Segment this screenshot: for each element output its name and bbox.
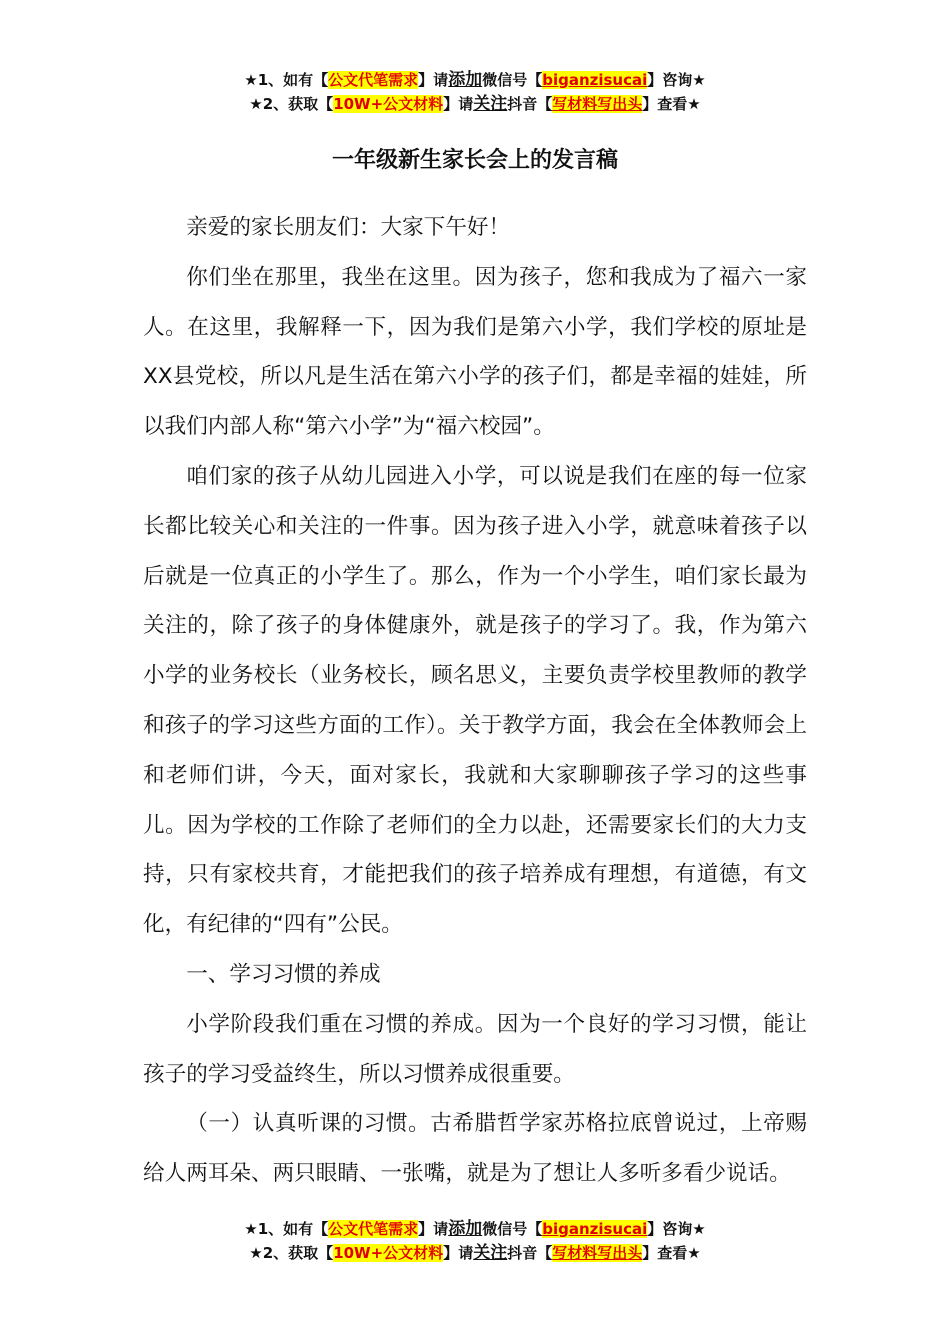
text: 抖音【 (507, 1244, 553, 1262)
highlight: 公文代笔需求 (328, 71, 419, 89)
footer-banner (0, 1217, 950, 1265)
paragraph: 咱们家的孩子从幼儿园进入小学，可以说是我们在座的每一位家长都比较关心和关注的一件事。因为孩子进入小学，就意味着孩子以后就是一位真正的小学生了。那么，作为一个小学生，咱们家长最为关注的，除了孩子的身体健康外，就是孩子的学习了。我，作为第六小学的业务校长（业务校长，顾名思义，主要负责学校里教师的教学和孩子的学习这些方面的工作）。关于教学方面，我会在全体教师会上和老师们讲，今天，面对家长，我就和大家聊聊孩子学习的这些事儿。因为学校的工作除了老师们的全力以赴，还需要家长们的大力支持，只有家校共育，才能把我们的孩子培养成有理想，有道德，有文化，有纪律的“四有”公民。 (143, 463, 807, 938)
highlight: 10W+公文材料 (333, 95, 444, 113)
text: 】请 (418, 1220, 449, 1238)
paragraph: （一）认真听课的习惯。古希腊哲学家苏格拉底曾说过，上帝赐给人两耳朵、两只眼睛、一张嘴，就是为了想让人多听多看少说话。 (143, 1111, 807, 1187)
text: ★1、如有【 (244, 1220, 329, 1238)
text: 添加 (448, 70, 483, 90)
wechat-id: biganzisucai (542, 71, 648, 89)
wechat-id: biganzisucai (542, 1220, 648, 1238)
text: 关注 (473, 1243, 508, 1263)
highlight: 公文代笔需求 (328, 1220, 419, 1238)
header-banner (0, 68, 950, 116)
banner-line-2 (0, 1241, 950, 1265)
paragraph: 亲爱的家长朋友们：大家下午好！ (186, 215, 511, 240)
text: ★2、获取【 (249, 95, 334, 113)
douyin-id: 写材料写出头 (552, 95, 643, 113)
text: 】查看★ (642, 1244, 701, 1262)
banner-line-1 (0, 1217, 950, 1241)
text: 微信号【 (482, 71, 543, 89)
text: ★1、如有【 (244, 71, 329, 89)
text: ★2、获取【 (249, 1244, 334, 1262)
banner-line-1 (0, 68, 950, 92)
paragraph: 小学阶段我们重在习惯的养成。因为一个良好的学习习惯，能让孩子的学习受益终生，所以习惯养成很重要。 (143, 1011, 807, 1087)
text: 】查看★ (642, 95, 701, 113)
banner-line-2 (0, 92, 950, 116)
text: 抖音【 (507, 95, 553, 113)
section-heading: 一、学习习惯的养成 (186, 961, 381, 987)
text: 】咨询★ (647, 71, 706, 89)
text: 微信号【 (482, 1220, 543, 1238)
text: 】咨询★ (647, 1220, 706, 1238)
text: 】请 (443, 95, 474, 113)
text: 】请 (418, 71, 449, 89)
paragraph: 你们坐在那里，我坐在这里。因为孩子，您和我成为了福六一家人。在这里，我解释一下，因为我们是第六小学，我们学校的原址是XX县党校，所以凡是生活在第六小学的孩子们，都是幸福的娃娃，所以我们内部人称“第六小学”为“福六校园”。 (143, 264, 807, 440)
highlight: 10W+公文材料 (333, 1244, 444, 1262)
document-body (143, 203, 807, 1199)
document-title: 一年级新生家长会上的发言稿 (331, 148, 618, 173)
douyin-id: 写材料写出头 (552, 1244, 643, 1262)
text: 】请 (443, 1244, 474, 1262)
text: 添加 (448, 1219, 483, 1239)
text: 关注 (473, 94, 508, 114)
